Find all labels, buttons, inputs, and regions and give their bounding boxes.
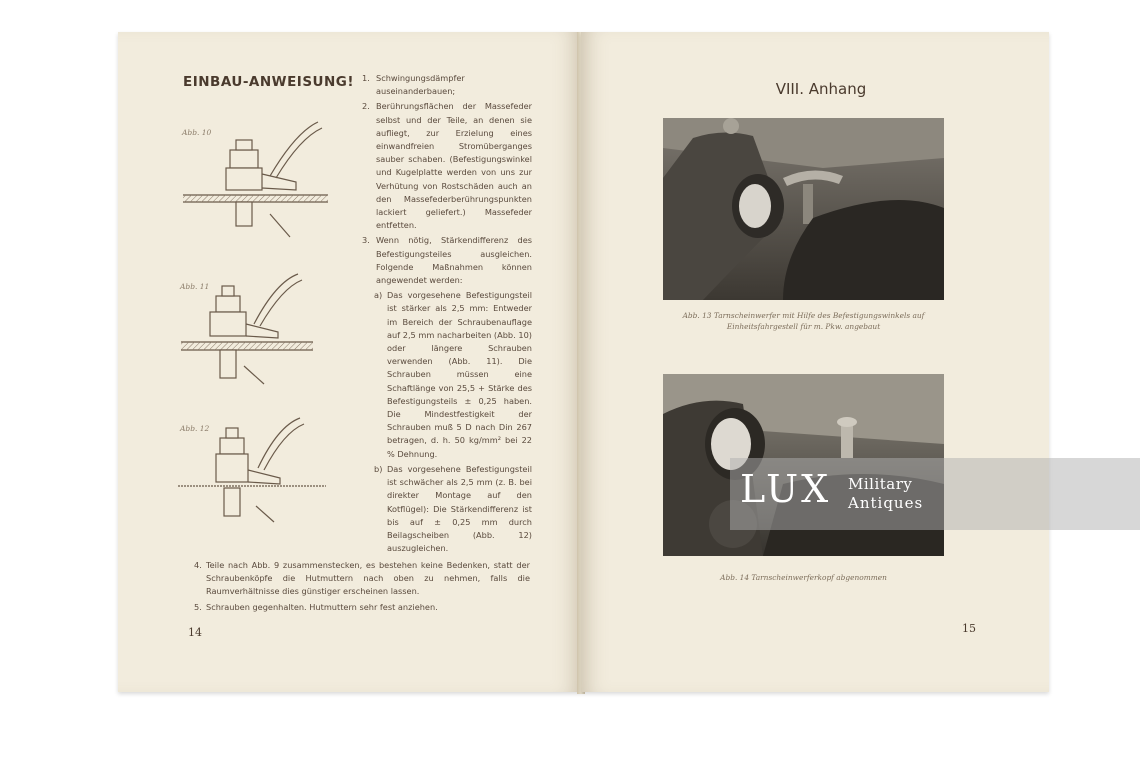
watermark-logo: LUX	[740, 467, 832, 511]
assembly-steps	[194, 559, 530, 616]
sub-item-a: a) Das vorgesehene Befestigungsteil ist stärker als 2,5 mm: Entweder im Bereich der Schraubenauflage auf 2,5 mm nacharbeiten (Abb. 10) oder längere Schrauben verwenden (Abb. 11). Die Schrauben müssen eine Schaftlänge von 25,5 + Stärke des Befestigungsteils ± 0,25 haben. Die Mindestfestigkeit der Schrauben muß 5 D nach Din 267 betragen, d. h. 50 kg/mm² bei 22 % Dehnung.	[374, 290, 532, 459]
list-item: 4. Teile nach Abb. 9 zusammenstecken, es bestehen keine Bedenken, statt der Schraubenköpfe die Hutmuttern nach oben zu nehmen, falls die Raumverhältnisse dies günstiger erscheinen lassen.	[194, 560, 530, 597]
list-item: 1. Schwingungsdämpfer auseinanderbauen;	[362, 73, 465, 97]
page-number-left: 14	[188, 626, 202, 639]
figure-label-abb12: Abb. 12	[180, 424, 210, 433]
installation-heading: EINBAU-ANWEISUNG!	[183, 74, 355, 90]
diagram-abb10	[178, 112, 338, 242]
watermark-line2: Antiques	[848, 494, 924, 512]
right-page	[581, 32, 1049, 692]
photo-abb13-image	[663, 118, 944, 300]
figure-label-abb11: Abb. 11	[180, 282, 210, 291]
diagram-abb12	[176, 410, 336, 530]
caption-abb13: Abb. 13 Tarnscheinwerfer mit Hilfe des Befestigungswinkels auf Einheitsfahrgestell für m. Pkw. angebaut	[682, 311, 925, 331]
watermark-line1: Military	[848, 475, 913, 493]
list-item: 2. Berührungsflächen der Massefeder selbst und der Teile, an denen sie aufliegt, zur Erzielung eines einwandfreien Stromüberganges sauber schaben. (Befestigungswinkel und Kugelplatte werden von uns zur Verhütung von Rostschäden auch an den Massefederberührungspunkten lackiert geliefert.) Massefeder entfetten.	[362, 101, 532, 231]
caption-abb14: Abb. 14 Tarnscheinwerferkopf abgenommen	[720, 573, 887, 582]
list-item: 3. Wenn nötig, Stärkendifferenz des Befestigungsteiles ausgleichen. Folgende Maßnahmen können angewendet werden:	[362, 235, 532, 286]
appendix-title: VIII. Anhang	[775, 80, 867, 98]
list-item: 5. Schrauben gegenhalten. Hutmuttern sehr fest anziehen.	[194, 601, 438, 612]
photo-abb13	[663, 118, 944, 300]
figure-label-abb10: Abb. 10	[182, 128, 212, 137]
open-booklet	[118, 32, 1050, 696]
diagram-abb11	[178, 262, 338, 392]
left-page	[118, 32, 581, 692]
page-number-right: 15	[962, 622, 976, 635]
sub-item-b: b) Das vorgesehene Befestigungsteil ist schwächer als 2,5 mm (z. B. bei direkter Montage auf den Kotflügel): Die Stärkendifferenz ist bis auf ± 0,25 mm durch Beilagscheiben (Abb. 12) auszugleichen.	[374, 463, 532, 554]
instruction-list	[362, 72, 532, 557]
